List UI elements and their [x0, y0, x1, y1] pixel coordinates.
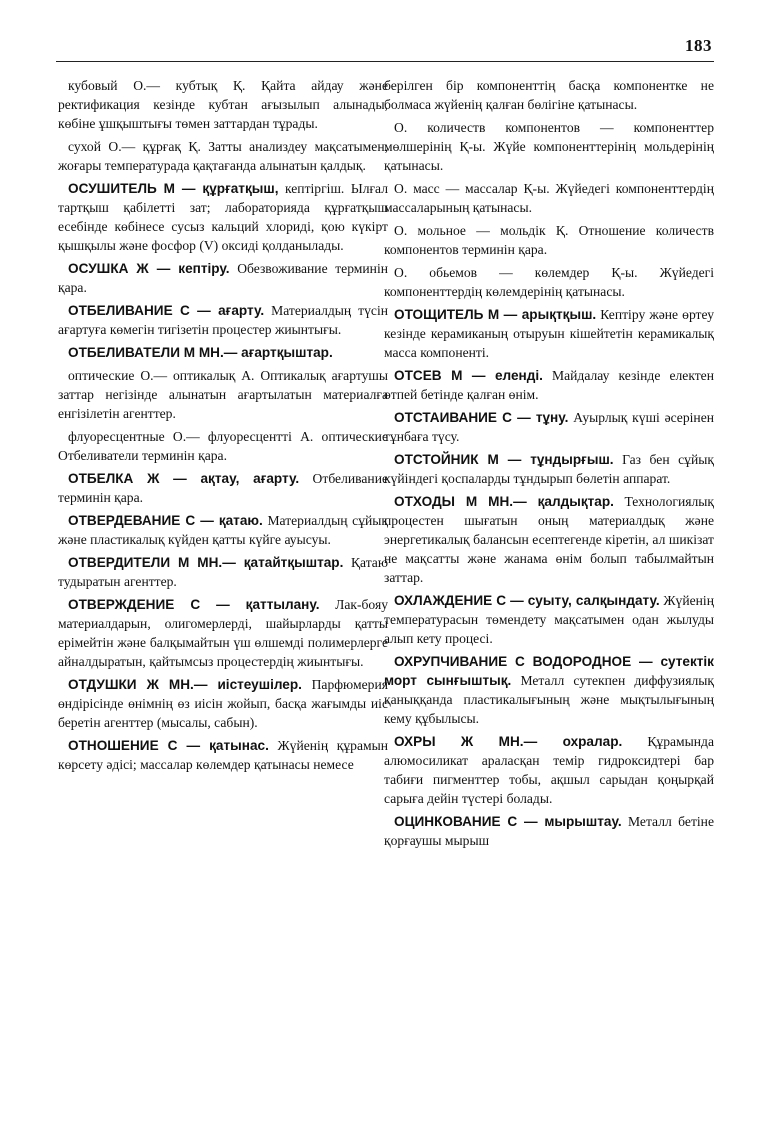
headword: ОХРЫ Ж МН.— охралар.	[394, 734, 623, 749]
definition-text: Технологиялық процестен шығатын оның материалдық және энергетикалық балансын есептегенде кіретін, ал шикізат не мақсатты және жанама өнім болып табылмайтын заттар.	[384, 494, 714, 585]
headword: ОТСТАИВАНИЕ С — тұну.	[394, 410, 569, 425]
dictionary-entry	[58, 675, 388, 732]
headword: ОТБЕЛИВАТЕЛИ М МН.— ағартқыштар.	[68, 345, 333, 360]
dictionary-subentry	[58, 427, 388, 465]
headword: ОТБЕЛИВАНИЕ С — ағарту.	[68, 303, 265, 318]
dictionary-subentry	[384, 179, 714, 217]
page-number: 183	[685, 36, 712, 55]
definition-text: Материалдың түсін ағартуға көмегін тигізетін процестер жиынтығы.	[58, 303, 389, 337]
definition-text: Отбеливание терминін қара.	[58, 471, 389, 505]
headword: ОТВЕРЖДЕНИЕ С — қаттылану.	[68, 597, 320, 612]
header-rule	[56, 61, 714, 62]
dictionary-entry	[384, 732, 714, 808]
headword: ОТБЕЛКА Ж — ақтау, ағарту.	[68, 471, 300, 486]
definition-text: О. количеств компонентов — компоненттер мөлшерінің Қ-ы. Жүйе компоненттерінің мольдерінің қатынасы.	[384, 120, 714, 173]
definition-text: Металл сутекпен диффузиялық қаныққанда пластикалығының және мықтылығының кему құбылысы.	[384, 673, 714, 726]
dictionary-entry	[58, 301, 388, 339]
headword: ОТСТОЙНИК М — тұндырғыш.	[394, 452, 614, 467]
headword: ОТВЕРДЕВАНИЕ С — қатаю.	[68, 513, 263, 528]
dictionary-subentry	[58, 366, 388, 423]
dictionary-entry	[384, 450, 714, 488]
definition-text: Жүйенің құрамын көрсету әдісі; массалар көлемдер қатынасы немесе	[58, 738, 388, 772]
headword: ОХРУПЧИВАНИЕ С ВОДОРОДНОЕ — сутектік морт сынғыштық.	[384, 654, 714, 688]
headword: ОТВЕРДИТЕЛИ М МН.— қатайтқыштар.	[68, 555, 344, 570]
dictionary-entry	[384, 652, 714, 728]
definition-text: О. масс — массалар Қ-ы. Жүйедегі компоненттердің массаларының қатынасы.	[384, 181, 714, 215]
definition-text: оптические О.— оптикалық А. Оптикалық ағартушы заттар негізінде алынатын ағартылатын материалға енгізілетін агенттер.	[58, 368, 388, 421]
dictionary-entry	[58, 595, 388, 671]
dictionary-subentry	[58, 76, 388, 133]
definition-text: Майдалау кезінде електен өтпей бетінде қалған өнім.	[384, 368, 714, 402]
definition-text: Жүйенің температурасын төмендету мақсатымен одан жылуды алып кету процесі.	[384, 593, 714, 646]
dictionary-entry	[384, 591, 714, 648]
headword: ОХЛАЖДЕНИЕ С — суыту, салқындату.	[394, 593, 660, 608]
definition-text: кептіргіш. Ылғал тартқыш қабілетті зат; лабораторияда құрғатқыш есебінде көбінесе сусыз кальций хлориді, қою күкірт қышқылы және фосфор (V) оксиді қолданылады.	[58, 181, 388, 253]
definition-text: О. обьемов — көлемдер Қ-ы. Жүйедегі компоненттердің көлемдерінің қатынасы.	[384, 265, 714, 299]
dictionary-entry	[384, 812, 714, 850]
headword: ОТОЩИТЕЛЬ М — арықтқыш.	[394, 307, 597, 322]
definition-text: кубовый О.— кубтық Қ. Қайта айдау және ректификация кезінде кубтан ағызылып алынады, көбіне ұшқыштығы төмен заттардан тұрады.	[58, 78, 388, 131]
headword: ОТСЕВ М — еленді.	[394, 368, 543, 383]
definition-text: флуоресцентные О.— флуоресцентті А. оптические Отбеливатели терминін қара.	[58, 429, 388, 463]
definition-text: О. мольное — мольдік Қ. Отношение количеств компонентов терминін қара.	[384, 223, 714, 257]
dictionary-subentry	[384, 118, 714, 175]
definition-text: Құрамында алюмосиликат араласқан темір гидроксидтері бар табиғи пигменттер тобы, ақшыл сарыдан қоңырқай сарыға дейін түстері болады.	[384, 734, 714, 806]
definition-text: Ауырлық күші әсерінен тұнбаға түсу.	[384, 410, 714, 444]
dictionary-entry	[384, 305, 714, 362]
headword: ОТНОШЕНИЕ С — қатынас.	[68, 738, 269, 753]
definition-text: берілген бір компоненттің басқа компонентке не болмаса жүйенің қалған бөлігіне қатынасы.	[384, 78, 714, 112]
dictionary-entry	[58, 343, 388, 362]
left-column	[58, 76, 388, 778]
definition-text: Газ бен сұйық күйіндегі қоспаларды тұндырып бөлетін аппарат.	[384, 452, 714, 486]
definition-text: Материалдың сұйық және пластикалық күйден қатты күйге ауысуы.	[58, 513, 389, 547]
dictionary-entry	[58, 179, 388, 255]
dictionary-entry	[58, 259, 388, 297]
entry-continuation	[384, 76, 714, 114]
dictionary-entry	[58, 469, 388, 507]
dictionary-entry	[384, 366, 714, 404]
definition-text: Металл бетіне қорғаушы мырыш	[384, 814, 714, 848]
definition-text: Кептіру және өртеу кезінде керамиканың отыруын кішейтетін керамикалық масса компоненті.	[384, 307, 714, 360]
headword: ОСУШИТЕЛЬ М — құрғатқыш,	[68, 181, 279, 196]
dictionary-subentry	[58, 137, 388, 175]
definition-text: Парфюмерия өндірісінде өнімнің өз иісін жойып, басқа жағымды иіс беретін агенттер (мысалы, сабын).	[58, 677, 388, 730]
headword: ОЦИНКОВАНИЕ С — мырыштау.	[394, 814, 622, 829]
definition-text: Қатаю тудыратын агенттер.	[58, 555, 388, 589]
definition-text: Лак-бояу материалдарын, олигомерлерді, шайырларды қатты ерімейтін және балқымайтын үш өлшемді полимерлерге айналдыратын, қайтымсыз процестердің жиынтығы.	[58, 597, 388, 669]
dictionary-subentry	[384, 221, 714, 259]
headword: ОТХОДЫ М МН.— қалдықтар.	[394, 494, 614, 509]
dictionary-entry	[58, 553, 388, 591]
definition-text: Обезвоживание терминін қара.	[58, 261, 388, 295]
dictionary-entry	[58, 736, 388, 774]
headword: ОТДУШКИ Ж МН.— иістеушілер.	[68, 677, 302, 692]
dictionary-entry	[384, 408, 714, 446]
definition-text: сухой О.— құрғақ Қ. Затты анализдеу мақсатымен, жоғары температурада қақтағанда алынатын қалдық.	[58, 139, 388, 173]
dictionary-subentry	[384, 263, 714, 301]
headword: ОСУШКА Ж — кептіру.	[68, 261, 230, 276]
dictionary-entry	[58, 511, 388, 549]
right-column	[384, 76, 714, 854]
dictionary-entry	[384, 492, 714, 587]
